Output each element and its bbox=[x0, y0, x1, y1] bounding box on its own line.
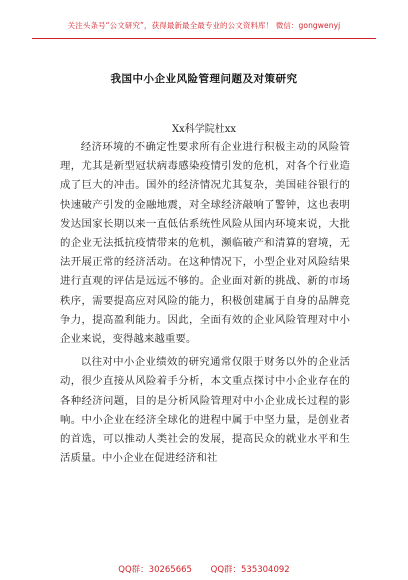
header-divider bbox=[32, 38, 376, 39]
footer-bar bbox=[0, 563, 408, 575]
footer-qq-group-2: QQ群：535304092 bbox=[210, 565, 290, 575]
footer-qq-group-1: QQ群：30265665 bbox=[118, 565, 192, 575]
body-paragraph-2: 以往对中小企业绩效的研究通常仅限于财务以外的企业活动，很少直接从风险着手分析，本文重点探讨中小企业存在的各种经济问题，目的是分析风险管理对中小企业成长过程的影响。中小企业在经济全球化的进程中属于中坚力量，是创业者的首选，可以推动人类社会的发展，提高民众的就业水平和生活质量。中小企业在促进经济和社 bbox=[60, 356, 350, 465]
header-banner: 关注头条号“公文研究”，获得最新最全最专业的公文资料库！ 微信：gongwenyj bbox=[67, 21, 341, 30]
document-body bbox=[60, 138, 350, 472]
document-title: 我国中小企业风险管理问题及对策研究 bbox=[110, 73, 298, 85]
body-paragraph-1: 经济环境的不确定性要求所有企业进行积极主动的风险管理，尤其是新型冠状病毒感染疫情引发的危机，对各个行业造成了巨大的冲击。国外的经济情况尤其复杂，美国硅谷银行的快速破产引发的金融地震，对全球经济敲响了警钟，这也表明发达国家长期以来一直低估系统性风险从国内环境来说，大批的企业无法抵抗疫情带来的危机，濒临破产和清算的窘境，无法开展正常的经济活动。在这种情况下，小型企业对风险结果进行直观的评估是远远不够的。企业面对新的挑战、新的市场秩序，需要提高应对风险的能力，积极创建属于自身的品牌竞争力，提高盈利能力。因此，全面有效的企业风险管理对中小企业来说，变得越来越重要。 bbox=[60, 141, 350, 346]
document-author: Xx科学院杜xx bbox=[171, 124, 237, 135]
